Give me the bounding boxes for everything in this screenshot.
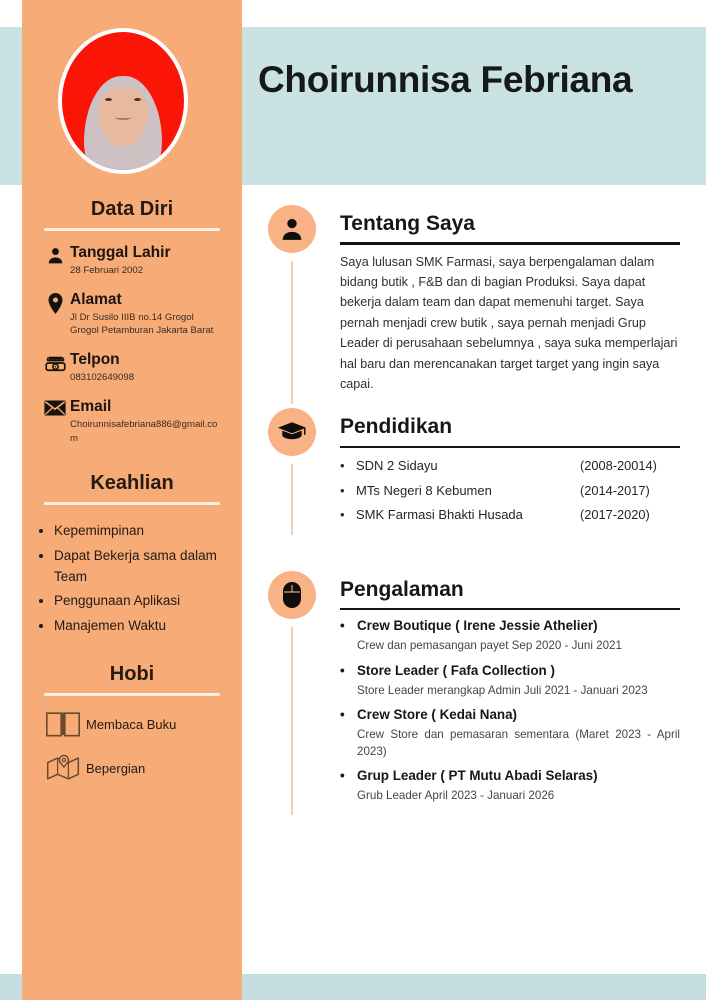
hobby-label: Membaca Buku — [86, 716, 177, 732]
keahlian-title: Keahlian — [90, 471, 174, 494]
info-row-alamat — [40, 291, 224, 339]
keahlian-underline — [44, 502, 220, 505]
education-school: SDN 2 Sidayu — [356, 458, 438, 474]
section-heading: Pendidikan — [340, 415, 453, 439]
experience-row — [340, 617, 680, 655]
experience-detail: Grub Leader April 2023 - Januari 2026 — [357, 789, 555, 803]
education-years: (2008-20014) — [580, 458, 657, 474]
hobby-item-bepergian — [40, 752, 224, 784]
bullet-icon: • — [340, 482, 345, 498]
section-underline — [340, 608, 680, 611]
location-pin-icon — [40, 291, 70, 339]
experience-role: Crew Boutique ( Irene Jessie Athelier) — [357, 618, 598, 634]
profile-photo — [62, 32, 184, 170]
open-book-icon — [40, 710, 86, 738]
avatar — [58, 28, 188, 174]
bullet-icon: • — [340, 707, 345, 723]
label-tanggal-lahir: Tanggal Lahir — [70, 244, 171, 261]
value-tanggal-lahir: 28 Februari 2002 — [70, 264, 144, 276]
hobby-label: Bepergian — [86, 760, 146, 776]
bullet-icon: • — [340, 618, 345, 634]
experience-role: Store Leader ( Fafa Collection ) — [357, 662, 555, 678]
experience-role: Grup Leader ( PT Mutu Abadi Selaras) — [357, 768, 598, 784]
folded-map-icon — [40, 752, 86, 784]
person-icon — [40, 244, 70, 278]
education-row — [340, 456, 680, 476]
section-heading: Tentang Saya — [340, 212, 475, 235]
section-tentang-saya — [268, 205, 680, 398]
list-item: • Manajemen Waktu — [54, 616, 224, 637]
page-title: Choirunnisa Febriana — [258, 59, 633, 100]
hobi-title: Hobi — [109, 663, 155, 686]
timeline-connector — [291, 627, 293, 815]
section-data-diri — [40, 198, 224, 446]
education-school: SMK Farmasi Bhakti Husada — [356, 507, 523, 523]
education-school: MTs Negeri 8 Kebumen — [356, 482, 492, 498]
list-item: • Penggunaan Aplikasi — [54, 591, 224, 612]
education-row — [340, 481, 680, 501]
experience-row — [340, 706, 680, 760]
experience-role: Crew Store ( Kedai Nana) — [357, 707, 517, 723]
bullet-icon: • — [340, 458, 345, 474]
about-text: Saya lulusan SMK Farmasi, saya berpengalaman dalam bidang butik , F&B dan di bagian Produksi. Saya dapat bekerja dalam team dan dapat memenuhi target. Saya pernah menjadi crew butik , saya pernah menjadi Grup Leader di perusahaan sebelumnya , saya suka memperlajari hal baru dan merencanakan target target yang ingin saya capai. — [340, 254, 678, 391]
experience-detail: Store Leader merangkap Admin Juli 2021 - Januari 2023 — [357, 683, 648, 697]
data-diri-title: Data Diri — [90, 198, 174, 220]
experience-row — [340, 767, 680, 805]
photo-mouth — [115, 115, 131, 120]
section-underline — [340, 242, 680, 245]
info-row-email — [40, 398, 224, 446]
section-underline — [340, 446, 680, 449]
section-pengalaman — [268, 571, 680, 809]
hobby-item-membaca-buku — [40, 710, 224, 738]
graduation-cap-icon — [268, 408, 316, 456]
label-email: Email — [70, 398, 112, 416]
bullet-icon: • — [340, 768, 345, 784]
experience-detail: Crew dan pemasangan payet Sep 2020 - Juni 2021 — [357, 639, 622, 653]
computer-mouse-icon — [268, 571, 316, 619]
education-years: (2017-2020) — [580, 507, 650, 523]
telephone-icon — [40, 351, 70, 385]
education-years: (2014-2017) — [580, 482, 650, 498]
education-row — [340, 505, 680, 525]
person-avatar-icon — [268, 205, 316, 253]
info-row-telpon — [40, 351, 224, 385]
label-alamat: Alamat — [70, 290, 122, 308]
section-heading: Pengalaman — [340, 577, 464, 601]
list-item: • Dapat Bekerja sama dalam Team — [54, 546, 224, 588]
bullet-icon: • — [340, 507, 345, 523]
value-email: Choirunnisafebriana886@gmail.com — [70, 418, 218, 444]
info-row-tanggal-lahir — [40, 244, 224, 278]
list-item: • Kepemimpinan — [54, 521, 224, 542]
section-keahlian — [40, 472, 224, 638]
timeline-connector — [291, 261, 293, 404]
data-diri-underline — [44, 228, 220, 231]
section-pendidikan — [268, 408, 680, 528]
hobi-underline — [44, 693, 220, 696]
main-content — [268, 205, 680, 809]
label-telpon: Telpon — [70, 351, 120, 369]
bullet-icon: • — [340, 662, 345, 678]
experience-row — [340, 662, 680, 700]
value-alamat: Jl Dr Susilo IIIB no.14 Grogol Grogol Petamburan Jakarta Barat — [70, 311, 214, 337]
experience-detail: Crew Store dan pemasaran sementara (Maret 2023 - April 2023) — [357, 728, 680, 758]
keahlian-list — [40, 521, 224, 638]
value-telpon: 083102649098 — [70, 372, 135, 384]
section-hobi — [40, 663, 224, 784]
timeline-connector — [291, 464, 293, 534]
envelope-icon — [40, 398, 70, 446]
